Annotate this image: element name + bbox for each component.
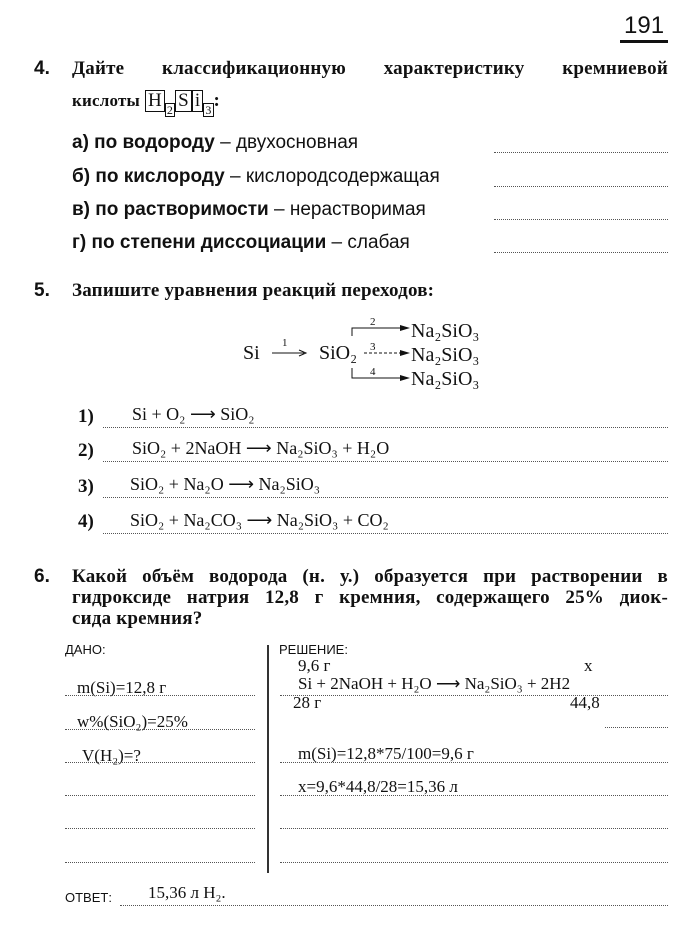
branch-arrows-icon — [350, 320, 412, 386]
page-number-underline — [620, 40, 668, 43]
solution-label: РЕШЕНИЕ: — [279, 642, 348, 657]
answer-line — [494, 186, 668, 187]
solution-below-right: 44,8 — [570, 693, 600, 712]
equation-text: SiO₂ + 2NaOH ⟶ Na₂SiO₃ + H₂O — [132, 438, 390, 458]
given-item: m(Si)=12,8 г — [77, 678, 167, 697]
arrow-label: 1 — [282, 337, 288, 349]
scheme-product: Na₂SiO₃ — [411, 344, 480, 366]
item-dash: – — [268, 199, 290, 220]
solution-above-right: x — [584, 656, 593, 675]
item-label: а) по водороду — [72, 132, 215, 153]
given-line — [65, 795, 255, 796]
scheme-mid: SiO₂ — [319, 342, 358, 364]
question-6-line: Какой объём водорода (н. у.) образуется при растворении в — [72, 566, 668, 587]
arrow-label: 3 — [370, 341, 376, 353]
given-line — [65, 729, 255, 730]
solution-equation: Si + 2NaOH + H₂O ⟶ Na₂SiO₃ + 2H2 — [298, 674, 571, 693]
question-5-text: Запишите уравнения реакций переходов: — [72, 280, 435, 301]
equation-text: SiO₂ + Na₂O ⟶ Na₂SiO₃ — [130, 474, 321, 494]
answer-line — [494, 252, 668, 253]
item-answer: двухосновная — [235, 132, 359, 153]
final-answer: 15,36 л H₂. — [148, 883, 226, 902]
equation-text: SiO₂ + Na₂CO₃ ⟶ Na₂SiO₃ + CO₂ — [130, 510, 389, 530]
classification-item — [72, 166, 440, 188]
given-line — [65, 862, 255, 863]
question-4-number: 4. — [34, 58, 50, 79]
answer-label: ОТВЕТ: — [65, 890, 112, 905]
page-number: 191 — [624, 12, 665, 39]
item-answer: нерастворимая — [289, 199, 426, 220]
arrow-label: 4 — [370, 366, 376, 378]
solution-below-left: 28 г — [293, 693, 322, 712]
question-4-text-line2: кислоты — [72, 91, 140, 110]
solution-line — [280, 828, 668, 829]
equation-text: Si + O₂ ⟶ SiO₂ — [132, 404, 255, 424]
given-item: V(H₂)=? — [82, 746, 141, 765]
answer-line — [103, 497, 668, 498]
solution-line — [605, 727, 668, 728]
question-6-number: 6. — [34, 566, 50, 587]
given-label: ДАНО: — [65, 642, 106, 657]
given-item: w%(SiO₂)=25% — [77, 712, 188, 731]
given-line — [65, 828, 255, 829]
classification-item — [72, 199, 426, 221]
solution-line — [280, 695, 668, 696]
item-answer: слабая — [347, 232, 410, 253]
answer-line — [494, 219, 668, 220]
formula-box: H — [145, 90, 165, 112]
scheme-product: Na₂SiO₃ — [411, 320, 480, 342]
classification-item — [72, 232, 410, 254]
item-dash: – — [214, 132, 236, 153]
formula-box: 2 — [166, 103, 174, 117]
arrow-1-icon — [270, 338, 310, 358]
answer-line — [120, 905, 668, 906]
solution-above-left: 9,6 г — [298, 656, 331, 675]
equation-number: 1) — [78, 406, 94, 427]
question-6-line: гидроксиде натрия 12,8 г кремния, содержащего 25% диок- — [72, 587, 668, 608]
answer-line — [103, 533, 668, 534]
solution-line — [280, 862, 668, 863]
item-dash: – — [224, 166, 246, 187]
item-label: в) по растворимости — [72, 199, 269, 220]
question-4-text: Дайте классификационную характеристику кремниевой — [72, 58, 668, 79]
question-4-formula-line — [72, 90, 220, 117]
formula-box: S — [175, 90, 192, 112]
formula-box: i — [192, 90, 203, 112]
given-line — [65, 762, 255, 763]
arrow-label: 2 — [370, 316, 376, 328]
scheme-product: Na₂SiO₃ — [411, 368, 480, 390]
answer-line — [103, 427, 668, 428]
equation-number: 3) — [78, 476, 94, 497]
item-dash: – — [326, 232, 348, 253]
solution-line — [280, 762, 668, 763]
given-line — [65, 695, 255, 696]
question-6-line: сида кремния? — [72, 608, 203, 629]
formula-colon: : — [213, 90, 221, 111]
scheme-start: Si — [243, 342, 260, 364]
classification-item — [72, 132, 358, 154]
answer-line — [103, 461, 668, 462]
item-answer: кислородсодержащая — [245, 166, 440, 187]
solution-line — [280, 795, 668, 796]
question-5-number: 5. — [34, 280, 50, 301]
formula-box: 3 — [205, 103, 212, 117]
equation-number: 4) — [78, 511, 94, 532]
item-label: б) по кислороду — [72, 166, 225, 187]
equation-number: 2) — [78, 440, 94, 461]
item-label: г) по степени диссоциации — [72, 232, 327, 253]
answer-line — [494, 152, 668, 153]
solution-step: x=9,6*44,8/28=15,36 л — [298, 777, 458, 796]
solution-step: m(Si)=12,8*75/100=9,6 г — [298, 744, 474, 763]
column-divider — [267, 645, 269, 873]
